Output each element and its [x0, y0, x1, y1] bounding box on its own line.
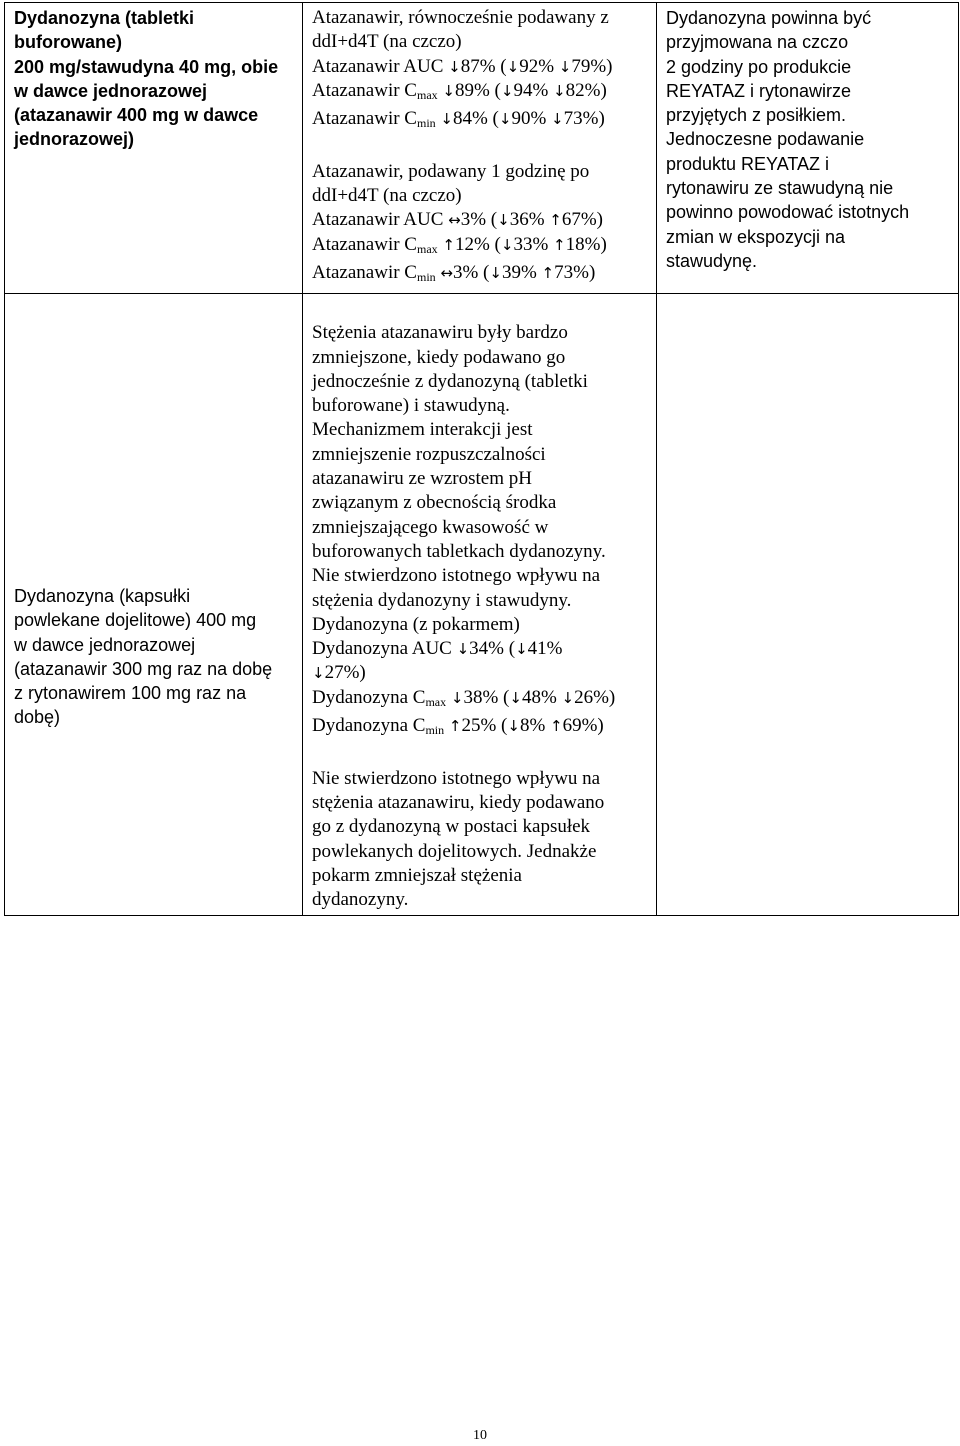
pk-value: 89% (: [454, 79, 501, 101]
drug-name-line: dobę): [14, 707, 61, 728]
paragraph-line: zmniejszającego kwasowość w: [312, 516, 549, 538]
pk-value: 27%): [324, 662, 366, 684]
paragraph-line: Mechanizmem interakcji jest: [312, 419, 533, 441]
pk-parameter-name: Dydanozyna AUC: [312, 638, 452, 660]
pk-parameter-line: [312, 107, 650, 135]
pk-parameter-subscript: min: [425, 723, 445, 738]
text-line: ddI+d4T (na czczo): [312, 31, 462, 53]
arrow-down-icon: ↓: [312, 664, 325, 683]
pk-parameter-line: [312, 233, 650, 261]
arrow-down-icon: ↓: [456, 640, 470, 659]
arrow-down-icon: ↓: [500, 81, 514, 100]
paragraph-line: dydanozyny.: [312, 889, 409, 911]
paragraph-line: powlekanych dojelitowych. Jednakże: [312, 840, 597, 862]
paragraph-line: Nie stwierdzono istotnego wpływu na: [312, 565, 601, 587]
recommendation-line: powinno powodować istotnych: [666, 202, 910, 223]
arrow-up-icon: ↑: [549, 211, 562, 230]
arrow-down-icon: ↓: [448, 57, 461, 76]
pk-parameter-name: Dydanozyna C: [312, 715, 426, 737]
drug-cell: [5, 3, 303, 294]
arrow-up-icon: ↑: [448, 717, 462, 736]
effect-cell: [303, 294, 657, 916]
arrow-down-icon: ↓: [551, 110, 564, 129]
pk-ci-value: 94%: [513, 79, 549, 101]
pk-parameter-subscript: max: [425, 694, 447, 709]
pk-ci-value: 67%): [561, 209, 604, 231]
pk-parameter-line: [312, 261, 650, 289]
arrow-up-icon: ↑: [550, 717, 563, 736]
pk-ci-value: 90%: [511, 108, 547, 130]
spacer: [312, 742, 650, 766]
pk-parameter-name: Atazanawir C: [312, 79, 417, 101]
arrow-up-icon: ↑: [553, 235, 566, 254]
arrow-down-icon: ↓: [506, 57, 520, 76]
pk-value: 3% (: [460, 209, 498, 231]
table-row: [5, 3, 959, 294]
pk-parameter-subscript: min: [416, 269, 436, 284]
pk-parameter-subscript: min: [416, 116, 436, 131]
paragraph-line: go z dydanozyną w postaci kapsułek: [312, 816, 591, 838]
drug-name-line: powlekane dojelitowe) 400 mg: [14, 610, 257, 631]
text-line: ddI+d4T (na czczo): [312, 185, 462, 207]
recommendation-line: 2 godziny po produkcie: [666, 56, 852, 77]
recommendation-line: przyjętych z posiłkiem.: [666, 105, 847, 126]
paragraph-line: stężenia atazanawiru, kiedy podawano: [312, 791, 605, 813]
drug-name-line: w dawce jednorazowej: [14, 80, 208, 101]
pk-ci-value: 79%): [571, 55, 613, 77]
pk-value: 34% (: [469, 638, 516, 660]
effect-cell: [303, 3, 657, 294]
pk-parameter-subscript: max: [416, 241, 438, 256]
pk-ci-value: 36%: [509, 209, 545, 231]
pk-parameter-line: [312, 79, 650, 107]
pk-ci-value: 8%: [519, 715, 546, 737]
recommendation-line: REYATAZ i rytonawirze: [666, 80, 852, 101]
pk-parameter-name: Atazanawir AUC: [312, 55, 444, 77]
recommendation-cell: [657, 3, 959, 294]
pk-parameter-line: [312, 661, 650, 685]
recommendation-line: rytonawiru ze stawudyną nie: [666, 178, 894, 199]
recommendation-line: Jednoczesne podawanie: [666, 129, 865, 150]
recommendation-line: stawudynę.: [666, 250, 758, 271]
pk-value: 25% (: [461, 715, 508, 737]
arrow-down-icon: ↓: [507, 717, 520, 736]
pk-value: 87% (: [460, 55, 507, 77]
arrow-down-icon: ↓: [450, 688, 464, 707]
text-line: Dydanozyna (z pokarmem): [312, 613, 520, 635]
table-row: [5, 294, 959, 916]
pk-parameter-name: Atazanawir C: [312, 108, 417, 130]
pk-ci-value: 26%): [574, 686, 616, 708]
pk-ci-value: 82%): [565, 79, 607, 101]
pk-ci-value: 39%: [501, 261, 537, 283]
paragraph-line: Nie stwierdzono istotnego wpływu na: [312, 767, 601, 789]
drug-name-line: Dydanozyna (kapsułki: [14, 586, 191, 606]
pk-ci-value: 41%: [527, 638, 563, 660]
paragraph-line: pokarm zmniejszał stężenia: [312, 864, 522, 886]
arrow-down-icon: ↓: [489, 263, 502, 282]
pk-ci-value: 18%): [565, 233, 607, 255]
interaction-table: [4, 2, 959, 916]
pk-ci-value: 92%: [519, 55, 555, 77]
text-line: Atazanawir, równocześnie podawany z: [312, 7, 609, 28]
drug-name-line: (atazanawir 400 mg w dawce: [14, 105, 259, 126]
pk-ci-value: 69%): [562, 715, 604, 737]
paragraph-line: buforowane) i stawudyną.: [312, 395, 510, 417]
text-line: Atazanawir, podawany 1 godzinę po: [312, 160, 590, 182]
paragraph-line: jednocześnie z dydanozyną (tabletki: [312, 370, 588, 392]
arrow-down-icon: ↓: [442, 81, 455, 100]
drug-name-line: w dawce jednorazowej: [14, 634, 196, 655]
pk-parameter-line: [312, 637, 650, 661]
pk-parameter-name: Atazanawir C: [312, 261, 417, 283]
arrow-down-icon: ↓: [561, 688, 575, 707]
drug-name-line: jednorazowej): [14, 129, 135, 150]
arrow-down-icon: ↓: [440, 110, 453, 129]
drug-name-line: z rytonawirem 100 mg raz na: [14, 683, 247, 704]
paragraph-line: zmniejszone, kiedy podawano go: [312, 346, 566, 368]
drug-name-line: (atazanawir 300 mg raz na dobę: [14, 658, 273, 679]
pk-value: 84% (: [452, 108, 499, 130]
drug-name-line: 200 mg/stawudyna 40 mg, obie: [14, 56, 279, 77]
arrow-down-icon: ↓: [515, 640, 528, 659]
recommendation-line: produktu REYATAZ i: [666, 153, 830, 174]
arrow-down-icon: ↓: [500, 235, 514, 254]
spacer: [312, 135, 650, 159]
pk-ci-value: 73%): [563, 108, 605, 130]
drug-name-line: Dydanozyna (tabletki: [14, 8, 195, 28]
drug-name-line: buforowane): [14, 32, 122, 53]
arrow-up-icon: ↑: [442, 235, 455, 254]
pk-value: 12% (: [454, 233, 501, 255]
arrow-down-icon: ↓: [498, 110, 512, 129]
pk-parameter-name: Atazanawir C: [312, 233, 417, 255]
pk-parameter-line: [312, 714, 650, 742]
pk-ci-value: 73%): [554, 261, 596, 283]
pk-parameter-line: [312, 686, 650, 714]
pk-parameter-subscript: max: [416, 87, 438, 102]
arrow-down-icon: ↓: [497, 211, 510, 230]
pk-parameter-name: Dydanozyna C: [312, 686, 426, 708]
page-number: 10: [473, 1428, 487, 1443]
arrow-down-icon: ↓: [553, 81, 566, 100]
recommendation-line: przyjmowana na czczo: [666, 32, 849, 53]
pk-ci-value: 48%: [521, 686, 557, 708]
arrow-both-icon: ↔: [440, 263, 453, 282]
pk-parameter-name: Atazanawir AUC: [312, 209, 444, 231]
pk-value: 3% (: [452, 261, 490, 283]
arrow-down-icon: ↓: [558, 57, 572, 76]
arrow-both-icon: ↔: [448, 211, 461, 230]
paragraph-line: stężenia dydanozyny i stawudyny.: [312, 589, 572, 611]
recommendation-line: Dydanozyna powinna być: [666, 8, 872, 28]
paragraph-line: związanym z obecnością środka: [312, 492, 557, 514]
pk-parameter-line: [312, 208, 650, 232]
pk-value: 38% (: [463, 686, 510, 708]
arrow-down-icon: ↓: [509, 688, 522, 707]
recommendation-cell: [657, 294, 959, 916]
pk-parameter-line: [312, 55, 650, 79]
drug-cell: [5, 294, 303, 916]
recommendation-line: zmian w ekspozycji na: [666, 226, 846, 247]
paragraph-line: zmniejszenie rozpuszczalności: [312, 443, 546, 465]
spacer: [312, 297, 650, 321]
paragraph-line: atazanawiru ze wzrostem pH: [312, 468, 532, 490]
pk-ci-value: 33%: [513, 233, 549, 255]
paragraph-line: Stężenia atazanawiru były bardzo: [312, 322, 568, 344]
paragraph-line: buforowanych tabletkach dydanozyny.: [312, 540, 606, 562]
arrow-up-icon: ↑: [541, 263, 555, 282]
